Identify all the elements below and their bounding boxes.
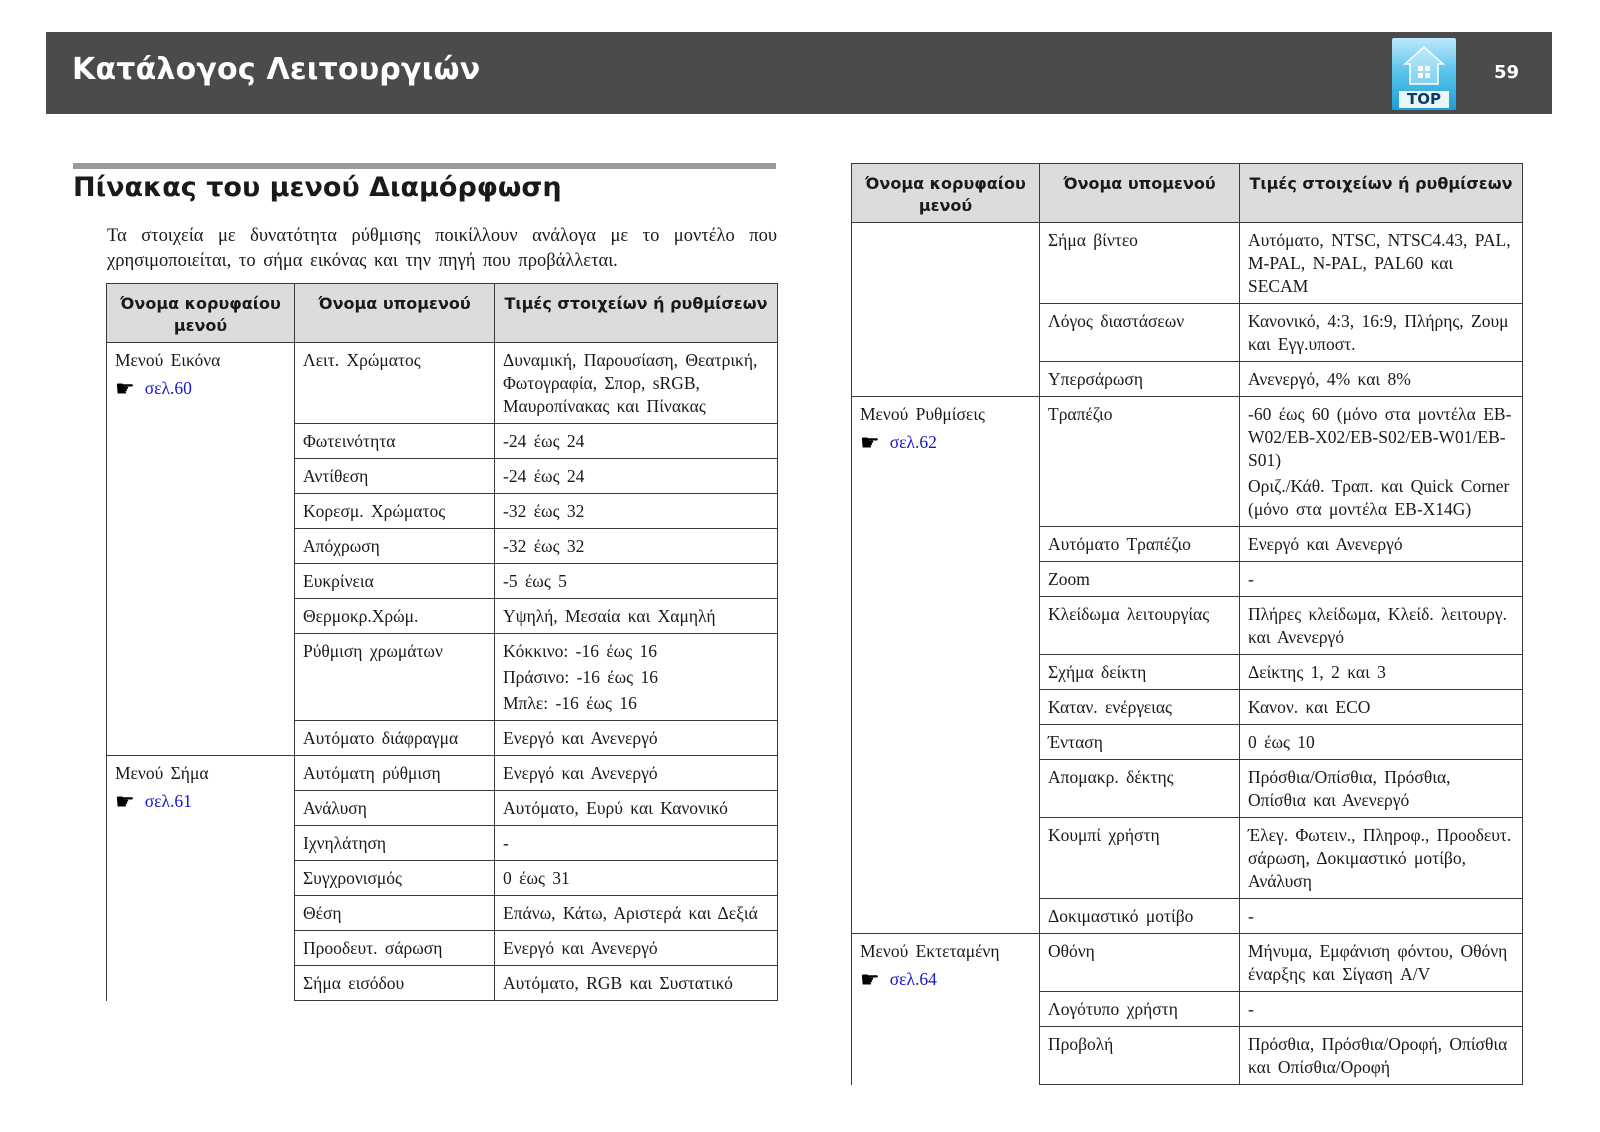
submenu-cell: Ρύθμιση χρωμάτων <box>295 634 495 721</box>
submenu-cell: Ένταση <box>1040 725 1240 760</box>
value-text: -24 έως 24 <box>503 466 585 486</box>
top-menu-name: Μενού Σήμα <box>115 763 209 783</box>
value-text: Ενεργό και Ανενεργό <box>1248 534 1403 554</box>
top-menu-cell <box>852 934 1040 1085</box>
chapter-title: Κατάλογος Λειτουργιών <box>72 52 481 87</box>
values-cell <box>1240 655 1523 690</box>
pointing-hand-icon: ☛ <box>115 376 135 401</box>
submenu-cell: Προβολή <box>1040 1027 1240 1085</box>
values-cell <box>495 966 778 1001</box>
submenu-cell: Σήμα βίντεο <box>1040 223 1240 304</box>
submenu-cell: Υπερσάρωση <box>1040 362 1240 397</box>
values-cell <box>1240 690 1523 725</box>
values-cell <box>1240 304 1523 362</box>
value-text: Ενεργό και Ανενεργό <box>503 938 658 958</box>
value-text: - <box>1248 906 1254 926</box>
section-title: Πίνακας του μενού Διαμόρφωση <box>73 172 562 203</box>
section-divider <box>73 163 776 169</box>
values-cell <box>495 424 778 459</box>
values-cell <box>495 721 778 756</box>
top-menu-cell <box>107 756 295 1001</box>
value-text: Οριζ./Κάθ. Τραπ. και Quick Corner (μόνο στα μοντέλα EB-X14G) <box>1248 476 1510 519</box>
value-text: 0 έως 31 <box>503 868 570 888</box>
values-cell <box>1240 992 1523 1027</box>
value-text: Αυτόματο, Ευρύ και Κανονικό <box>503 798 728 818</box>
table-row <box>852 934 1523 992</box>
submenu-cell: Zoom <box>1040 562 1240 597</box>
value-text: -24 έως 24 <box>503 431 585 451</box>
values-cell <box>495 826 778 861</box>
value-text: Δείκτης 1, 2 και 3 <box>1248 662 1386 682</box>
table-row <box>107 343 778 424</box>
value-text: -32 έως 32 <box>503 501 585 521</box>
values-cell <box>1240 725 1523 760</box>
page-number: 59 <box>1494 62 1520 83</box>
value-text: Πράσινο: -16 έως 16 <box>503 667 658 687</box>
value-text: 0 έως 10 <box>1248 732 1315 752</box>
submenu-cell: Αντίθεση <box>295 459 495 494</box>
values-cell <box>1240 562 1523 597</box>
header-bar <box>46 32 1552 114</box>
values-cell <box>1240 597 1523 655</box>
values-cell <box>1240 818 1523 899</box>
top-menu-name: Μενού Εκτεταμένη <box>860 941 1000 961</box>
page-link[interactable]: σελ.64 <box>889 969 937 989</box>
pointing-hand-icon: ☛ <box>860 967 880 992</box>
column-header-top-menu: Όνομα κορυφαίου μενού <box>852 164 1040 223</box>
submenu-cell: Απομακρ. δέκτης <box>1040 760 1240 818</box>
values-cell <box>1240 362 1523 397</box>
values-cell <box>495 564 778 599</box>
values-cell <box>495 896 778 931</box>
submenu-cell: Αυτόματο Τραπέζιο <box>1040 527 1240 562</box>
submenu-cell: Λόγος διαστάσεων <box>1040 304 1240 362</box>
top-menu-cell <box>852 397 1040 934</box>
values-cell <box>1240 223 1523 304</box>
submenu-cell: Σήμα εισόδου <box>295 966 495 1001</box>
column-header-values: Τιμές στοιχείων ή ρυθμίσεων <box>1240 164 1523 223</box>
values-cell <box>495 343 778 424</box>
submenu-cell: Καταν. ενέργειας <box>1040 690 1240 725</box>
top-button-label: TOP <box>1399 91 1449 108</box>
submenu-cell: Κορεσμ. Χρώματος <box>295 494 495 529</box>
top-button[interactable] <box>1392 38 1456 110</box>
top-menu-cell <box>852 223 1040 397</box>
values-cell <box>1240 1027 1523 1085</box>
value-text: Πρόσθια, Πρόσθια/Οροφή, Οπίσθια και Οπίσθια/Οροφή <box>1248 1034 1508 1077</box>
submenu-cell: Συγχρονισμός <box>295 861 495 896</box>
submenu-cell: Λειτ. Χρώματος <box>295 343 495 424</box>
value-text: -60 έως 60 (μόνο στα μοντέλα EB-W02/EB-X02/EB-S02/EB-W01/EB-S01) <box>1248 404 1512 470</box>
column-header-top-menu: Όνομα κορυφαίου μενού <box>107 284 295 343</box>
values-cell <box>1240 934 1523 992</box>
value-text: Πρόσθια/Οπίσθια, Πρόσθια, Οπίσθια και Ανενεργό <box>1248 767 1451 810</box>
page-link[interactable]: σελ.62 <box>889 432 937 452</box>
top-menu-name: Μενού Εικόνα <box>115 350 221 370</box>
submenu-cell: Προοδευτ. σάρωση <box>295 931 495 966</box>
value-text: Ενεργό και Ανενεργό <box>503 763 658 783</box>
table-row <box>107 756 778 791</box>
settings-table-right <box>851 163 1523 1085</box>
values-cell <box>495 529 778 564</box>
values-cell <box>495 791 778 826</box>
value-text: Επάνω, Κάτω, Αριστερά και Δεξιά <box>503 903 758 923</box>
table-row <box>852 223 1523 304</box>
value-text: Μήνυμα, Εμφάνιση φόντου, Οθόνη έναρξης και Σίγαση A/V <box>1248 941 1508 984</box>
value-text: -5 έως 5 <box>503 571 567 591</box>
submenu-cell: Σχήμα δείκτη <box>1040 655 1240 690</box>
submenu-cell: Ανάλυση <box>295 791 495 826</box>
submenu-cell: Κουμπί χρήστη <box>1040 818 1240 899</box>
column-header-values: Τιμές στοιχείων ή ρυθμίσεων <box>495 284 778 343</box>
page-reference <box>860 431 1031 454</box>
page-link[interactable]: σελ.61 <box>144 791 192 811</box>
submenu-cell: Φωτεινότητα <box>295 424 495 459</box>
submenu-cell: Ευκρίνεια <box>295 564 495 599</box>
page-reference <box>860 968 1031 991</box>
top-menu-name: Μενού Ρυθμίσεις <box>860 404 985 424</box>
submenu-cell: Κλείδωμα λειτουργίας <box>1040 597 1240 655</box>
home-icon <box>1403 44 1445 88</box>
value-text: Κανονικό, 4:3, 16:9, Πλήρης, Ζουμ και Εγγ.υποστ. <box>1248 311 1509 354</box>
submenu-cell: Αυτόματη ρύθμιση <box>295 756 495 791</box>
values-cell <box>495 599 778 634</box>
table-row <box>852 397 1523 527</box>
values-cell <box>495 756 778 791</box>
submenu-cell: Θερμοκρ.Χρώμ. <box>295 599 495 634</box>
submenu-cell: Ιχνηλάτηση <box>295 826 495 861</box>
value-text: Πλήρες κλείδωμα, Κλείδ. λειτουργ. και Ανενεργό <box>1248 604 1507 647</box>
values-cell <box>1240 760 1523 818</box>
submenu-cell: Αυτόματο διάφραγμα <box>295 721 495 756</box>
value-text: - <box>503 833 509 853</box>
values-cell <box>495 931 778 966</box>
column-header-submenu: Όνομα υπομενού <box>295 284 495 343</box>
value-text: Κανον. και ECO <box>1248 697 1371 717</box>
values-cell <box>495 861 778 896</box>
settings-table-left <box>106 283 778 1001</box>
value-text: Κόκκινο: -16 έως 16 <box>503 641 658 661</box>
intro-paragraph: Τα στοιχεία με δυνατότητα ρύθμισης ποικίλλουν ανάλογα με το μοντέλο που χρησιμοποιείται, το σήμα εικόνας και την πηγή που προβάλλεται. <box>107 226 777 271</box>
values-cell <box>495 494 778 529</box>
value-text: - <box>1248 999 1254 1019</box>
page-reference <box>115 377 286 400</box>
value-text: Ανενεργό, 4% και 8% <box>1248 369 1411 389</box>
submenu-cell: Απόχρωση <box>295 529 495 564</box>
submenu-cell: Οθόνη <box>1040 934 1240 992</box>
top-menu-cell <box>107 343 295 756</box>
value-text: - <box>1248 569 1254 589</box>
page-reference <box>115 790 286 813</box>
value-text: Αυτόματο, NTSC, NTSC4.43, PAL, M-PAL, N-PAL, PAL60 και SECAM <box>1248 230 1511 296</box>
submenu-cell: Θέση <box>295 896 495 931</box>
values-cell <box>1240 899 1523 934</box>
value-text: Μπλε: -16 έως 16 <box>503 693 637 713</box>
values-cell <box>1240 397 1523 527</box>
page-link[interactable]: σελ.60 <box>144 378 192 398</box>
value-text: Αυτόματο, RGB και Συστατικό <box>503 973 733 993</box>
values-cell <box>495 634 778 721</box>
column-header-submenu: Όνομα υπομενού <box>1040 164 1240 223</box>
values-cell <box>495 459 778 494</box>
submenu-cell: Δοκιμαστικό μοτίβο <box>1040 899 1240 934</box>
values-cell <box>1240 527 1523 562</box>
submenu-cell: Τραπέζιο <box>1040 397 1240 527</box>
value-text: -32 έως 32 <box>503 536 585 556</box>
submenu-cell: Λογότυπο χρήστη <box>1040 992 1240 1027</box>
value-text: Υψηλή, Μεσαία και Χαμηλή <box>503 606 716 626</box>
value-text: Ενεργό και Ανενεργό <box>503 728 658 748</box>
value-text: Δυναμική, Παρουσίαση, Θεατρική, Φωτογραφία, Σπορ, sRGB, Μαυροπίνακας και Πίνακας <box>503 350 758 416</box>
value-text: Έλεγ. Φωτειν., Πληροφ., Προοδευτ. σάρωση, Δοκιμαστικό μοτίβο, Ανάλυση <box>1248 825 1512 891</box>
pointing-hand-icon: ☛ <box>115 789 135 814</box>
pointing-hand-icon: ☛ <box>860 430 880 455</box>
